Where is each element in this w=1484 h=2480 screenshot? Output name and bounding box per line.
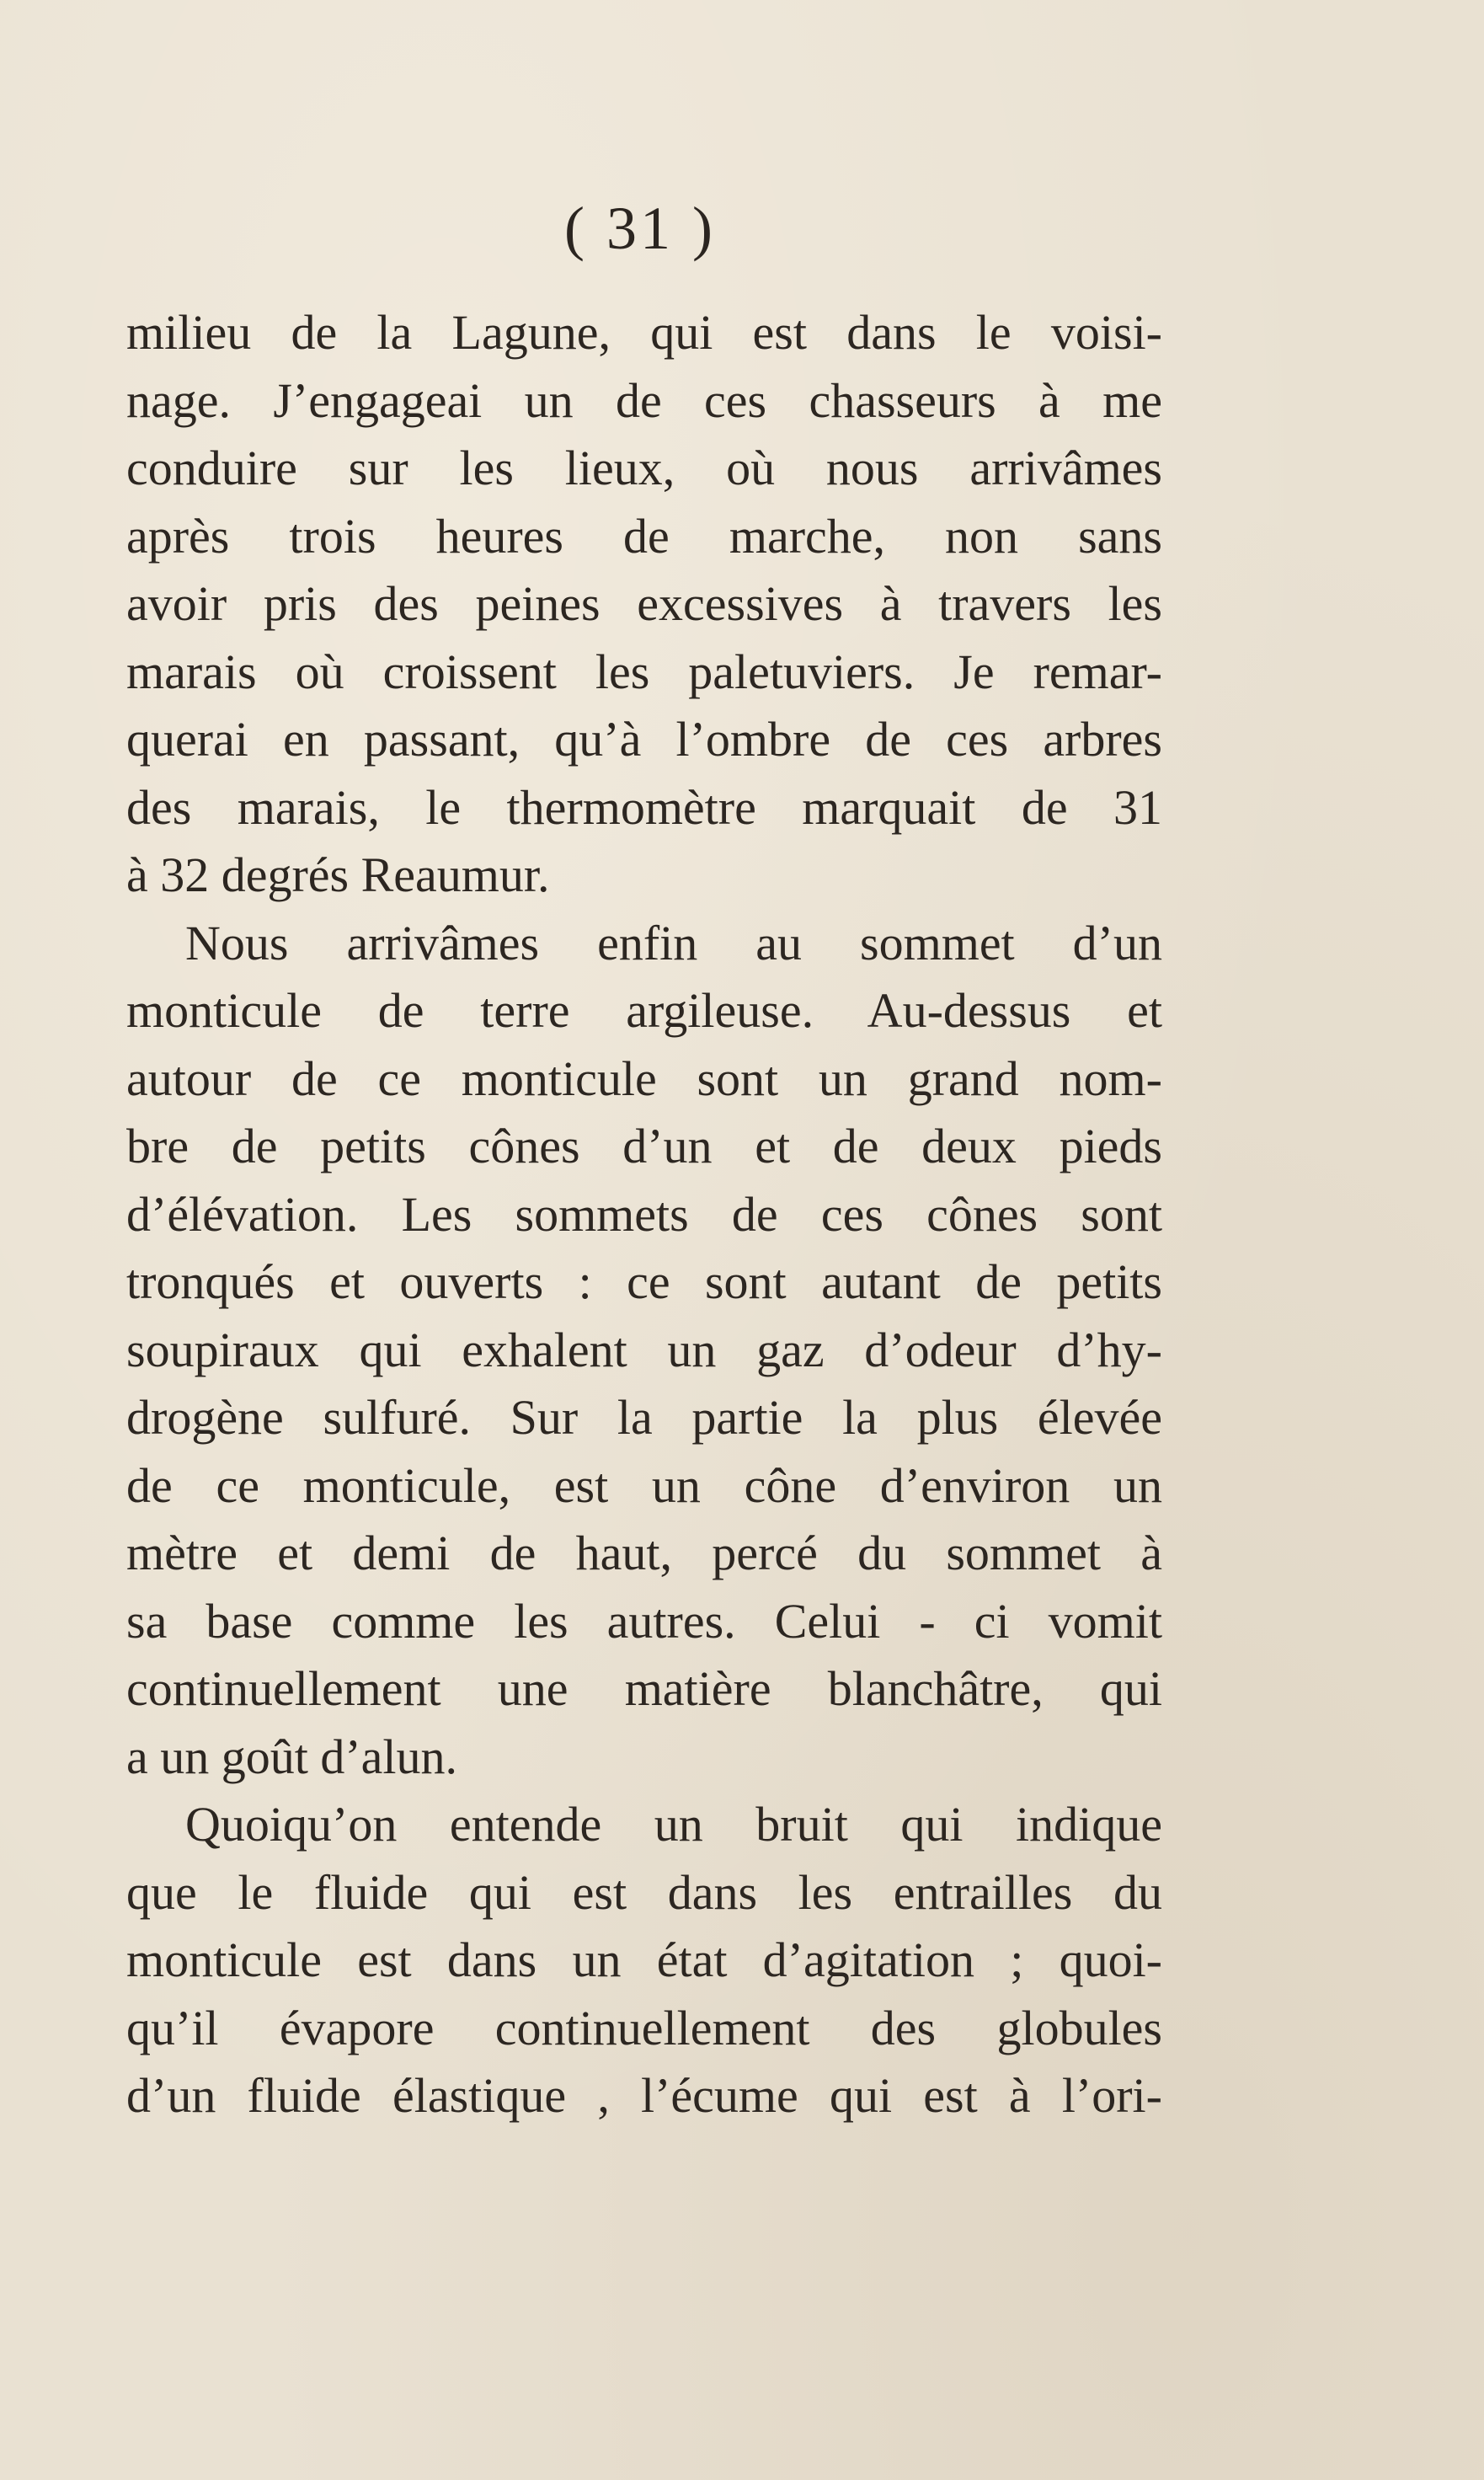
text-line: nage. J’engageai un de ces chasseurs à me (126, 372, 1162, 428)
text-line: milieu de la Lagune, qui est dans le voisi- (126, 305, 1162, 360)
text-line: que le fluide qui est dans les entrailles du (126, 1864, 1162, 1920)
body-text (126, 299, 1162, 2130)
text-line: d’élévation. Les sommets de ces cônes sont (126, 1186, 1162, 1242)
text-line: des marais, le thermomètre marquait de 31 (126, 779, 1162, 835)
text-line: d’un fluide élastique , l’écume qui est à l’ori- (126, 2068, 1162, 2123)
text-line: bre de petits cônes d’un et de deux pieds (126, 1119, 1162, 1173)
text-line: Quoiqu’on entende un bruit qui indique (185, 1797, 1162, 1852)
text-line: sa base comme les autres. Celui - ci vomit (126, 1593, 1162, 1649)
text-line: autour de ce monticule sont un grand nom- (126, 1050, 1162, 1106)
text-line: continuellement une matière blanchâtre, qui (126, 1661, 1162, 1716)
text-line: monticule de terre argileuse. Au-dessus et (126, 983, 1162, 1038)
text-line: marais où croissent les paletuviers. Je remar- (126, 644, 1162, 699)
text-line: à 32 degrés Reaumur. (126, 847, 550, 902)
text-line: mètre et demi de haut, percé du sommet à (126, 1526, 1162, 1580)
text-line: monticule est dans un état d’agitation ; quoi- (126, 1932, 1162, 1987)
text-line: soupiraux qui exhalent un gaz d’odeur d’hy- (126, 1322, 1162, 1377)
text-line: a un goût d’alun. (126, 1729, 458, 1784)
text-line: après trois heures de marche, non sans (126, 508, 1162, 564)
text-line: de ce monticule, est un cône d’environ un (126, 1457, 1162, 1513)
text-line: tronqués et ouverts : ce sont autant de petits (126, 1254, 1162, 1309)
text-line: avoir pris des peines excessives à travers les (126, 576, 1162, 631)
text-line: drogène sulfuré. Sur la partie la plus élevée (126, 1390, 1162, 1445)
page-number: ( 31 ) (564, 195, 716, 262)
text-line: querai en passant, qu’à l’ombre de ces arbres (126, 712, 1162, 767)
paragraph-1 (126, 299, 1162, 910)
text-line: conduire sur les lieux, où nous arrivâmes (126, 441, 1162, 495)
text-line: qu’il évapore continuellement des globules (126, 2000, 1162, 2055)
text-line: Nous arrivâmes enfin au sommet d’un (185, 915, 1162, 970)
paragraph-2 (126, 910, 1162, 1792)
paragraph-3 (126, 1791, 1162, 2130)
